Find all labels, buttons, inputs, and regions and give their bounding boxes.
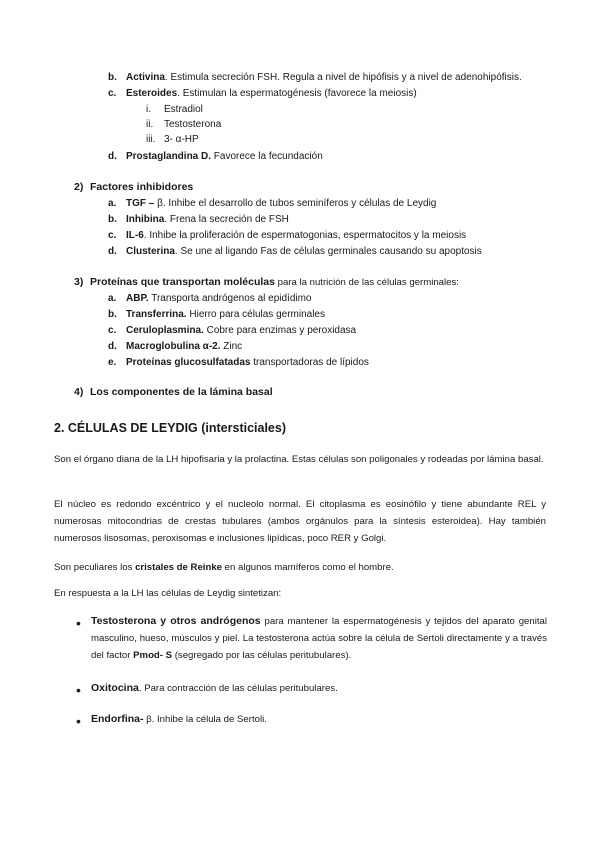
list-marker: b. <box>108 214 117 225</box>
list-marker: d. <box>108 246 117 257</box>
bullet-desc: para mantener la espermatogénesis y tejidos del aparato genital masculino, hueso, músculos y piel. La testosterona actúa sobre la célula de Sertoli directamente y a través del factor <box>91 616 547 661</box>
bullet-icon: • <box>76 615 81 631</box>
term-desc: Transporta andrógenos al epidídimo <box>148 293 312 304</box>
term: IL-6 <box>126 230 144 241</box>
term: Proteínas glucosulfatadas <box>126 357 251 368</box>
heading-number: 4) <box>74 386 84 398</box>
list-marker: d. <box>108 341 117 352</box>
p3-post: en algunos mamíferos como el hombre. <box>222 562 394 573</box>
protein-item <box>108 356 369 370</box>
term: Clusterina <box>126 246 175 257</box>
heading-text: Factores inhibidores <box>90 181 194 193</box>
bullet-desc: . Para contracción de las células peritubulares. <box>138 683 338 694</box>
roman-text: Estradiol <box>164 104 203 115</box>
term: Transferrina. <box>126 309 187 320</box>
term-desc: Cobre para enzimas y peroxidasa <box>203 325 357 336</box>
term-desc: . Estimula secreción FSH. Regula a nivel de hipófisis y a nivel de adenohipófisis. <box>164 72 522 83</box>
term: Prostaglandina D. <box>126 151 212 162</box>
factor-item <box>108 213 289 227</box>
roman-item-ii <box>146 118 221 132</box>
heading-rest: para la nutrición de las células germinales: <box>274 277 459 288</box>
bullet-term: Endorfina- <box>91 713 144 725</box>
list-marker: c. <box>108 230 117 241</box>
paragraph: En respuesta a la LH las células de Leydig sintetizan: <box>54 588 282 599</box>
bullet-text <box>91 711 547 728</box>
list-marker: c. <box>108 88 117 99</box>
term-desc: Favorece la fecundación <box>211 151 323 162</box>
heading-text: Los componentes de la lámina basal <box>90 386 273 398</box>
bullet-term: Testosterona y otros andrógenos <box>91 615 261 627</box>
list-marker: a. <box>108 198 117 209</box>
term-desc: β. Inhibe el desarrollo de tubos seminíferos y células de Leydig <box>154 198 437 209</box>
roman-marker: i. <box>146 104 151 115</box>
protein-item <box>108 308 325 322</box>
roman-marker: ii. <box>146 119 154 130</box>
protein-item <box>108 324 356 338</box>
bullet-icon: • <box>76 713 81 729</box>
term-desc: . Estimulan la espermatogénesis (favorece la meiosis) <box>177 88 417 99</box>
paragraph: Son el órgano diana de la LH hipofisaria y la prolactina. Estas células son poligonales y rodeadas por lámina basal. <box>54 454 544 465</box>
bullet-desc: β. Inhibe la célula de Sertoli. <box>143 714 267 725</box>
term-desc: . Inhibe la proliferación de espermatogonias, espermatocitos y la meiosis <box>143 230 467 241</box>
roman-item-i <box>146 103 203 117</box>
heading-number: 3) <box>74 276 84 288</box>
bullet-text <box>91 613 547 664</box>
bullet-text <box>91 680 547 697</box>
roman-text: 3- α-HP <box>164 134 199 145</box>
protein-item <box>108 340 242 354</box>
roman-item-iii <box>146 133 199 147</box>
term: ABP. <box>126 293 149 304</box>
term: Esteroides <box>126 88 178 99</box>
term: Activina <box>126 72 165 83</box>
list-marker: a. <box>108 293 117 304</box>
bullet-term: Oxitocina <box>91 682 139 694</box>
list-marker: b. <box>108 309 117 320</box>
term-desc: . Frena la secreción de FSH <box>164 214 289 225</box>
term-desc: Zinc <box>220 341 243 352</box>
p3-pre: Son peculiares los <box>54 562 136 573</box>
list-item-c <box>108 87 417 101</box>
term-desc: . Se une al ligando Fas de células germinales causando su apoptosis <box>174 246 482 257</box>
term: TGF – <box>126 198 155 209</box>
factor-item <box>108 245 482 259</box>
roman-text: Testosterona <box>164 119 222 130</box>
p3-bold: cristales de Reinke <box>135 562 222 573</box>
list-item-b <box>108 71 522 85</box>
paragraph: El núcleo es redondo excéntrico y el nucleolo normal. El citoplasma es eosinófilo y tiene abundante REL y numerosas mitocondrias de crestas tubulares (ambos orgánulos para la síntesis esteroidea). Hay también numerosos lisosomas, peroxisomas e inclusiones lipídicas, poco RER y Golgi. <box>54 499 546 544</box>
protein-item <box>108 292 312 306</box>
list-marker: d. <box>108 151 117 162</box>
section-title: 2. CÉLULAS DE LEYDIG (intersticiales) <box>54 421 286 435</box>
heading-number: 2) <box>74 181 84 193</box>
list-marker: b. <box>108 72 117 83</box>
heading-proteinas <box>74 275 459 290</box>
term: Macroglobulina α-2. <box>126 341 221 352</box>
term: Inhibina <box>126 214 165 225</box>
factor-item <box>108 229 466 243</box>
term-desc: transportadoras de lípidos <box>250 357 369 368</box>
list-marker: c. <box>108 325 117 336</box>
bullet-icon: • <box>76 682 81 698</box>
heading-componentes <box>74 385 273 399</box>
list-marker: e. <box>108 357 117 368</box>
term-desc: Hierro para células germinales <box>186 309 325 320</box>
bullet-term-2: Pmod- S <box>133 650 173 661</box>
term: Ceruloplasmina. <box>126 325 204 336</box>
bullet-desc-2: (segregado por las células peritubulares). <box>172 650 352 661</box>
list-item-d <box>108 150 323 164</box>
roman-marker: iii. <box>146 134 156 145</box>
heading-text: Proteínas que transportan moléculas <box>90 276 275 288</box>
heading-factores <box>74 180 193 194</box>
paragraph <box>54 559 546 576</box>
factor-item <box>108 197 436 211</box>
